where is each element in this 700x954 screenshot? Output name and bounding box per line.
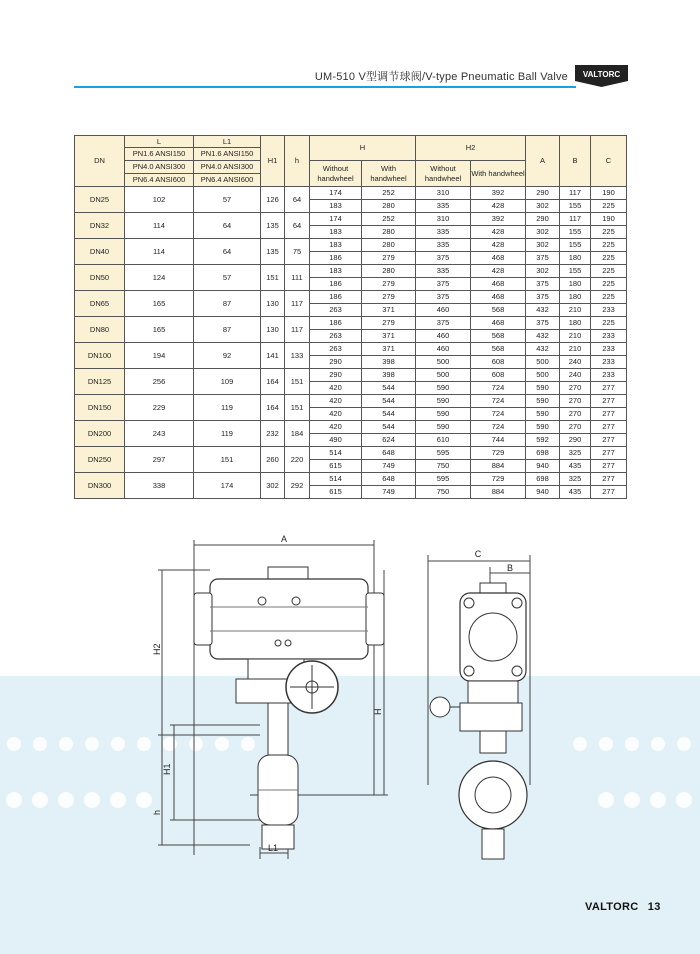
h-cell: 75 xyxy=(285,239,310,265)
value-cell: 514 xyxy=(310,447,362,460)
value-cell: 279 xyxy=(362,291,416,304)
value-cell: 252 xyxy=(362,213,416,226)
front-view-drawing xyxy=(150,535,400,870)
value-cell: 225 xyxy=(591,226,627,239)
value-cell: 884 xyxy=(471,460,526,473)
h-cell: 111 xyxy=(285,265,310,291)
h-cell: 292 xyxy=(285,473,310,499)
value-cell: 500 xyxy=(526,356,560,369)
value-cell: 371 xyxy=(362,330,416,343)
h1-cell: 164 xyxy=(261,395,285,421)
value-cell: 183 xyxy=(310,226,362,239)
value-cell: 592 xyxy=(526,434,560,447)
table-row xyxy=(75,187,627,200)
value-cell: 279 xyxy=(362,317,416,330)
value-cell: 302 xyxy=(526,239,560,252)
value-cell: 375 xyxy=(526,278,560,291)
value-cell: 210 xyxy=(560,304,591,317)
value-cell: 884 xyxy=(471,486,526,499)
h-cell: 117 xyxy=(285,317,310,343)
value-cell: 420 xyxy=(310,408,362,421)
value-cell: 608 xyxy=(471,356,526,369)
value-cell: 279 xyxy=(362,252,416,265)
value-cell: 290 xyxy=(560,434,591,447)
l1-cell: 64 xyxy=(194,213,261,239)
l-cell: 114 xyxy=(125,213,194,239)
footer-brand xyxy=(585,901,661,913)
value-cell: 940 xyxy=(526,486,560,499)
value-cell: 233 xyxy=(591,356,627,369)
l-cell: 102 xyxy=(125,187,194,213)
value-cell: 590 xyxy=(416,395,471,408)
page-title: UM-510 V型调节球阀/V-type Pneumatic Ball Valve xyxy=(314,71,568,83)
value-cell: 117 xyxy=(560,213,591,226)
header-h2: H2 xyxy=(416,136,526,161)
value-cell: 270 xyxy=(560,421,591,434)
value-cell: 225 xyxy=(591,291,627,304)
value-cell: 744 xyxy=(471,434,526,447)
dn-cell: DN150 xyxy=(75,395,125,421)
value-cell: 500 xyxy=(416,356,471,369)
value-cell: 325 xyxy=(560,473,591,486)
value-cell: 325 xyxy=(560,447,591,460)
value-cell: 724 xyxy=(471,382,526,395)
value-cell: 225 xyxy=(591,200,627,213)
value-cell: 375 xyxy=(416,278,471,291)
dim-label-l1: L1 xyxy=(268,843,279,853)
value-cell: 590 xyxy=(416,421,471,434)
value-cell: 398 xyxy=(362,369,416,382)
table-row xyxy=(75,369,627,382)
value-cell: 290 xyxy=(526,213,560,226)
value-cell: 590 xyxy=(526,395,560,408)
value-cell: 180 xyxy=(560,252,591,265)
l-cell: 229 xyxy=(125,395,194,421)
value-cell: 544 xyxy=(362,382,416,395)
value-cell: 210 xyxy=(560,330,591,343)
value-cell: 375 xyxy=(526,291,560,304)
h1-cell: 302 xyxy=(261,473,285,499)
dim-label-b: B xyxy=(506,563,514,573)
value-cell: 280 xyxy=(362,265,416,278)
value-cell: 183 xyxy=(310,239,362,252)
value-cell: 460 xyxy=(416,330,471,343)
l-cell: 124 xyxy=(125,265,194,291)
l1-cell: 119 xyxy=(194,395,261,421)
l-cell: 243 xyxy=(125,421,194,447)
value-cell: 252 xyxy=(362,187,416,200)
l-cell: 165 xyxy=(125,317,194,343)
l1-cell: 151 xyxy=(194,447,261,473)
value-cell: 590 xyxy=(526,421,560,434)
value-cell: 270 xyxy=(560,382,591,395)
dim-label-a: A xyxy=(280,535,288,544)
value-cell: 590 xyxy=(526,382,560,395)
l1-cell: 57 xyxy=(194,187,261,213)
h1-cell: 260 xyxy=(261,447,285,473)
value-cell: 290 xyxy=(310,356,362,369)
value-cell: 375 xyxy=(416,252,471,265)
value-cell: 371 xyxy=(362,304,416,317)
l-cell: 165 xyxy=(125,291,194,317)
dim-label-c: C xyxy=(474,549,482,559)
value-cell: 724 xyxy=(471,395,526,408)
value-cell: 595 xyxy=(416,447,471,460)
l1-cell: 109 xyxy=(194,369,261,395)
value-cell: 310 xyxy=(416,213,471,226)
dn-cell: DN65 xyxy=(75,291,125,317)
header-c: C xyxy=(591,136,627,187)
value-cell: 724 xyxy=(471,421,526,434)
dim-label-h-small: h xyxy=(152,809,162,815)
page-number: 13 xyxy=(647,901,661,913)
valtorc-logo xyxy=(575,65,628,87)
value-cell: 225 xyxy=(591,317,627,330)
value-cell: 428 xyxy=(471,239,526,252)
value-cell: 310 xyxy=(416,187,471,200)
value-cell: 648 xyxy=(362,473,416,486)
header-l-pn64: PN6.4 ANSI600 xyxy=(125,174,194,187)
value-cell: 186 xyxy=(310,291,362,304)
dn-cell: DN250 xyxy=(75,447,125,473)
header-h-small: h xyxy=(285,136,310,187)
l1-cell: 92 xyxy=(194,343,261,369)
value-cell: 277 xyxy=(591,473,627,486)
value-cell: 468 xyxy=(471,291,526,304)
h-cell: 64 xyxy=(285,213,310,239)
table-row xyxy=(75,447,627,460)
table-row xyxy=(75,265,627,278)
value-cell: 500 xyxy=(416,369,471,382)
header-h-without: Without handwheel xyxy=(310,161,362,187)
h1-cell: 232 xyxy=(261,421,285,447)
value-cell: 277 xyxy=(591,460,627,473)
value-cell: 183 xyxy=(310,200,362,213)
header-l1-pn16: PN1.6 ANSI150 xyxy=(194,148,261,161)
l-cell: 256 xyxy=(125,369,194,395)
value-cell: 225 xyxy=(591,252,627,265)
header-l: L xyxy=(125,136,194,148)
value-cell: 277 xyxy=(591,434,627,447)
table-row xyxy=(75,343,627,356)
header-a: A xyxy=(526,136,560,187)
value-cell: 514 xyxy=(310,473,362,486)
table-row xyxy=(75,317,627,330)
side-view-drawing xyxy=(420,545,550,870)
l-cell: 297 xyxy=(125,447,194,473)
dim-label-h2: H2 xyxy=(152,643,162,655)
header-l1-pn64: PN6.4 ANSI600 xyxy=(194,174,261,187)
value-cell: 544 xyxy=(362,408,416,421)
value-cell: 280 xyxy=(362,200,416,213)
value-cell: 335 xyxy=(416,265,471,278)
dn-cell: DN32 xyxy=(75,213,125,239)
header-h: H xyxy=(310,136,416,161)
l-cell: 114 xyxy=(125,239,194,265)
value-cell: 263 xyxy=(310,343,362,356)
value-cell: 335 xyxy=(416,226,471,239)
h1-cell: 130 xyxy=(261,317,285,343)
value-cell: 375 xyxy=(416,317,471,330)
l1-cell: 87 xyxy=(194,317,261,343)
header-h2-without: Without handwheel xyxy=(416,161,471,187)
dn-cell: DN300 xyxy=(75,473,125,499)
h1-cell: 126 xyxy=(261,187,285,213)
h1-cell: 135 xyxy=(261,213,285,239)
value-cell: 490 xyxy=(310,434,362,447)
value-cell: 460 xyxy=(416,304,471,317)
value-cell: 263 xyxy=(310,330,362,343)
value-cell: 420 xyxy=(310,395,362,408)
h1-cell: 164 xyxy=(261,369,285,395)
h-cell: 184 xyxy=(285,421,310,447)
value-cell: 290 xyxy=(310,369,362,382)
value-cell: 729 xyxy=(471,473,526,486)
value-cell: 615 xyxy=(310,460,362,473)
value-cell: 270 xyxy=(560,408,591,421)
h1-cell: 141 xyxy=(261,343,285,369)
value-cell: 468 xyxy=(471,317,526,330)
h-cell: 151 xyxy=(285,395,310,421)
value-cell: 335 xyxy=(416,239,471,252)
value-cell: 568 xyxy=(471,304,526,317)
header-h2-with: With handwheel xyxy=(471,161,526,187)
value-cell: 190 xyxy=(591,187,627,200)
header-h1: H1 xyxy=(261,136,285,187)
value-cell: 432 xyxy=(526,304,560,317)
svg-text:VALTORC: VALTORC xyxy=(582,70,621,79)
value-cell: 615 xyxy=(310,486,362,499)
value-cell: 277 xyxy=(591,382,627,395)
value-cell: 698 xyxy=(526,473,560,486)
value-cell: 225 xyxy=(591,278,627,291)
value-cell: 233 xyxy=(591,343,627,356)
value-cell: 233 xyxy=(591,369,627,382)
value-cell: 750 xyxy=(416,460,471,473)
value-cell: 375 xyxy=(526,252,560,265)
value-cell: 233 xyxy=(591,304,627,317)
value-cell: 428 xyxy=(471,226,526,239)
l-cell: 194 xyxy=(125,343,194,369)
value-cell: 432 xyxy=(526,330,560,343)
value-cell: 544 xyxy=(362,395,416,408)
value-cell: 155 xyxy=(560,239,591,252)
value-cell: 610 xyxy=(416,434,471,447)
l1-cell: 87 xyxy=(194,291,261,317)
value-cell: 186 xyxy=(310,317,362,330)
header-h-with: With handwheel xyxy=(362,161,416,187)
header-b: B xyxy=(560,136,591,187)
l1-cell: 174 xyxy=(194,473,261,499)
value-cell: 624 xyxy=(362,434,416,447)
value-cell: 468 xyxy=(471,252,526,265)
value-cell: 428 xyxy=(471,200,526,213)
value-cell: 277 xyxy=(591,486,627,499)
value-cell: 270 xyxy=(560,395,591,408)
value-cell: 590 xyxy=(416,408,471,421)
value-cell: 225 xyxy=(591,265,627,278)
value-cell: 435 xyxy=(560,460,591,473)
value-cell: 428 xyxy=(471,265,526,278)
value-cell: 724 xyxy=(471,408,526,421)
value-cell: 460 xyxy=(416,343,471,356)
dn-cell: DN80 xyxy=(75,317,125,343)
value-cell: 590 xyxy=(526,408,560,421)
dn-cell: DN25 xyxy=(75,187,125,213)
value-cell: 277 xyxy=(591,447,627,460)
value-cell: 280 xyxy=(362,226,416,239)
value-cell: 277 xyxy=(591,395,627,408)
value-cell: 749 xyxy=(362,460,416,473)
value-cell: 240 xyxy=(560,369,591,382)
value-cell: 375 xyxy=(526,317,560,330)
table-row xyxy=(75,421,627,434)
dim-label-h: H xyxy=(373,708,383,715)
h1-cell: 130 xyxy=(261,291,285,317)
h-cell: 117 xyxy=(285,291,310,317)
value-cell: 233 xyxy=(591,330,627,343)
h1-cell: 151 xyxy=(261,265,285,291)
h-cell: 133 xyxy=(285,343,310,369)
dn-cell: DN40 xyxy=(75,239,125,265)
value-cell: 371 xyxy=(362,343,416,356)
header-l-pn16: PN1.6 ANSI150 xyxy=(125,148,194,161)
header-l1: L1 xyxy=(194,136,261,148)
value-cell: 398 xyxy=(362,356,416,369)
value-cell: 302 xyxy=(526,226,560,239)
value-cell: 180 xyxy=(560,278,591,291)
value-cell: 183 xyxy=(310,265,362,278)
value-cell: 335 xyxy=(416,200,471,213)
value-cell: 729 xyxy=(471,447,526,460)
header-rule xyxy=(74,86,576,88)
value-cell: 240 xyxy=(560,356,591,369)
header-l1-pn40: PN4.0 ANSI300 xyxy=(194,161,261,174)
value-cell: 277 xyxy=(591,421,627,434)
value-cell: 432 xyxy=(526,343,560,356)
value-cell: 608 xyxy=(471,369,526,382)
h-cell: 220 xyxy=(285,447,310,473)
value-cell: 180 xyxy=(560,317,591,330)
value-cell: 180 xyxy=(560,291,591,304)
value-cell: 698 xyxy=(526,447,560,460)
value-cell: 225 xyxy=(591,239,627,252)
value-cell: 210 xyxy=(560,343,591,356)
h-cell: 64 xyxy=(285,187,310,213)
value-cell: 590 xyxy=(416,382,471,395)
table-row xyxy=(75,291,627,304)
value-cell: 263 xyxy=(310,304,362,317)
l1-cell: 57 xyxy=(194,265,261,291)
value-cell: 280 xyxy=(362,239,416,252)
dn-cell: DN50 xyxy=(75,265,125,291)
table-row xyxy=(75,213,627,226)
value-cell: 174 xyxy=(310,213,362,226)
value-cell: 279 xyxy=(362,278,416,291)
value-cell: 117 xyxy=(560,187,591,200)
value-cell: 940 xyxy=(526,460,560,473)
l1-cell: 64 xyxy=(194,239,261,265)
value-cell: 435 xyxy=(560,486,591,499)
value-cell: 750 xyxy=(416,486,471,499)
dn-cell: DN200 xyxy=(75,421,125,447)
h1-cell: 135 xyxy=(261,239,285,265)
dn-cell: DN100 xyxy=(75,343,125,369)
table-row xyxy=(75,239,627,252)
value-cell: 500 xyxy=(526,369,560,382)
l1-cell: 119 xyxy=(194,421,261,447)
value-cell: 302 xyxy=(526,265,560,278)
dim-label-h1: H1 xyxy=(162,763,172,775)
value-cell: 190 xyxy=(591,213,627,226)
value-cell: 544 xyxy=(362,421,416,434)
value-cell: 290 xyxy=(526,187,560,200)
dn-cell: DN125 xyxy=(75,369,125,395)
value-cell: 155 xyxy=(560,200,591,213)
value-cell: 595 xyxy=(416,473,471,486)
value-cell: 155 xyxy=(560,226,591,239)
table-row xyxy=(75,395,627,408)
table-row xyxy=(75,473,627,486)
h-cell: 151 xyxy=(285,369,310,395)
value-cell: 392 xyxy=(471,187,526,200)
value-cell: 392 xyxy=(471,213,526,226)
value-cell: 155 xyxy=(560,265,591,278)
value-cell: 302 xyxy=(526,200,560,213)
value-cell: 420 xyxy=(310,421,362,434)
value-cell: 648 xyxy=(362,447,416,460)
value-cell: 277 xyxy=(591,408,627,421)
header-dn: DN xyxy=(75,136,125,187)
spec-table xyxy=(74,135,627,499)
value-cell: 186 xyxy=(310,278,362,291)
value-cell: 568 xyxy=(471,330,526,343)
header-l-pn40: PN4.0 ANSI300 xyxy=(125,161,194,174)
spec-table-body xyxy=(75,187,627,499)
value-cell: 186 xyxy=(310,252,362,265)
l-cell: 338 xyxy=(125,473,194,499)
value-cell: 749 xyxy=(362,486,416,499)
value-cell: 420 xyxy=(310,382,362,395)
footer-brand-name: VALTORC xyxy=(585,901,639,913)
value-cell: 174 xyxy=(310,187,362,200)
value-cell: 375 xyxy=(416,291,471,304)
value-cell: 468 xyxy=(471,278,526,291)
value-cell: 568 xyxy=(471,343,526,356)
